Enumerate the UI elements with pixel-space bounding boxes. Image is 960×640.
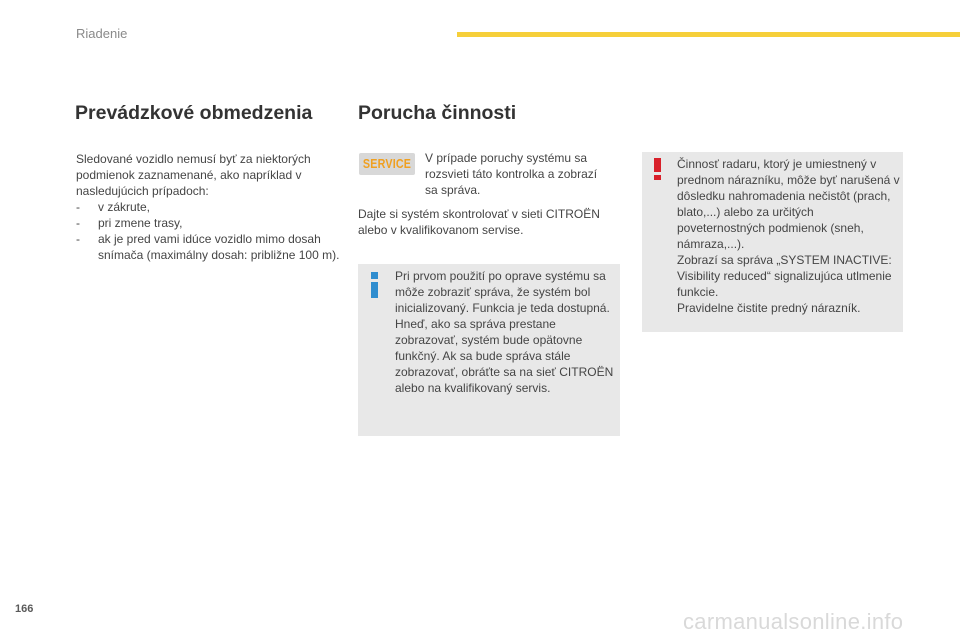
exclamation-icon-dot (654, 175, 661, 180)
operating-limits-intro: Sledované vozidlo nemusí byť za niektorých podmienok zaznamenané, ako napríklad v nasledujúcich prípadoch: (76, 152, 311, 198)
list-item-text: v zákrute, (98, 200, 151, 214)
list-item-text: ak je pred vami idúce vozidlo mimo dosah snímača (maximálny dosah: približne 100 m). (98, 232, 340, 262)
page-number: 166 (15, 603, 34, 615)
info-icon (368, 272, 382, 300)
operating-limits-section (76, 151, 346, 263)
info-note-text: Pri prvom použití po oprave systému sa môže zobraziť správa, že systém bol inicializovaný. Funkcia je teda dostupná. Hneď, ako sa správa prestane zobrazovať, systém bude opätovne funkčný. Ak sa bude správa stále zobrazovať, obráťte sa na sieť CITROËN alebo na kvalifikovaný servis. (395, 269, 614, 395)
warning-note-box (642, 152, 903, 332)
bullet-dash: - (76, 200, 80, 214)
list-item (76, 199, 346, 215)
list-item (76, 231, 346, 263)
list-item-text: pri zmene trasy, (98, 216, 183, 230)
warning-line: Zobrazí sa správa „SYSTEM INACTIVE: Visibility reduced“ signalizujúca utlmenie funkcie. (677, 253, 892, 299)
operating-limits-list (76, 199, 346, 263)
service-warning-lamp-icon (359, 153, 415, 175)
warning-line: Činnosť radaru, ktorý je umiestnený v prednom nárazníku, môže byť narušená v dôsledku nahromadenia nečistôt (prach, blato,...) alebo za určitých poveternostných podmienok (sneh, námraza,...). (677, 157, 900, 251)
exclamation-icon-bar (654, 158, 661, 172)
service-lamp-label: SERVICE (362, 157, 412, 171)
diagnosis-text: Dajte si systém skontrolovať v sieti CITROËN alebo v kvalifikovanom servise. (358, 207, 600, 237)
warning-note-text (677, 156, 901, 316)
exclamation-icon (653, 158, 663, 180)
bullet-dash: - (76, 216, 80, 230)
watermark: carmanualsonline.info (683, 609, 904, 634)
heading-malfunction: Porucha činnosti (358, 102, 517, 124)
list-item (76, 215, 346, 231)
info-note-box (358, 264, 620, 436)
section-title: Riadenie (76, 26, 128, 41)
header-accent-rule (457, 32, 960, 37)
info-icon-bar (371, 282, 378, 298)
service-lamp-text: V prípade poruchy systému sa rozsvieti táto kontrolka a zobrazí sa správa. (425, 151, 598, 197)
warning-line: Pravidelne čistite predný nárazník. (677, 301, 861, 315)
info-icon-dot (371, 272, 378, 279)
bullet-dash: - (76, 232, 80, 246)
heading-operating-limits: Prevádzkové obmedzenia (75, 102, 313, 124)
